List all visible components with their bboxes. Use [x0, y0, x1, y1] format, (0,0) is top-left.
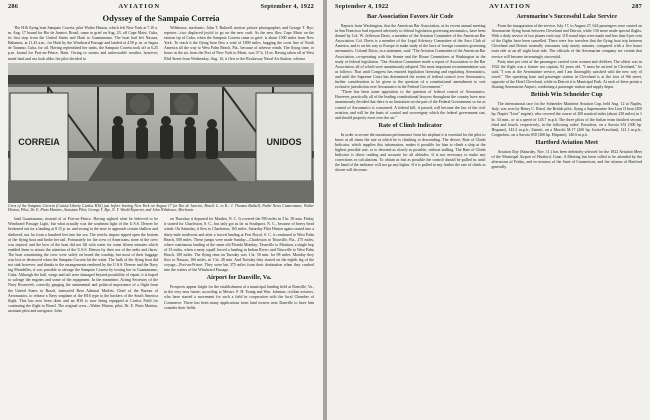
right-page-number: 287 — [631, 3, 642, 10]
article-title-schneider-cup: British Win Schneider Cup — [530, 91, 603, 99]
article-title-bar-association: Bar Association Favors Air Code — [367, 13, 454, 20]
odyssey-body-columns — [8, 216, 314, 313]
right-running-head — [335, 3, 642, 11]
article-title-aeromarine: Aeromarine's Successful Lake Service — [516, 13, 617, 20]
odyssey-body-col2: on Thursday it departed for Maiden, N. C. It covered the 590 miles in 5 hr. 50 min. Friday it started for Charleston, S. C., but only got as far as Southport, N. C., because of heavy head winds. On Saturday, it flew to Charleston, 165 miles. Saturday Pilot Hinton again caused into a thirty-mile northwest and after a forced landing at Port Royal, S. C. it continued to West Palm Beach, 500 miles. These jumps were made Sunday—Charleston to Titusville, Fla., 275 miles, where continuous landing of the same old Florida Monday; Titusville to Maitnon, a single hop of 33 miles, when a nasty squall forced a landing in Indian River; and Titusville to West Palm Beach, 100 miles. The flying time on Tuesday was 1 hr. 50 min. for 98 miles. Monday they flew to Nassau, 160 miles, in 1 hr. 28 min. And Tuesday they started on the eighth leg of the voyage—Port-au-Prince. They were but 375 miles from their destination when they crashed into the waters of the Windward Passage. — [164, 216, 314, 273]
odyssey-intro-columns — [8, 25, 314, 61]
odyssey-body-col1: land Guantanamo, instead of at Port-au-Prince. Having sighted what he believed to be Windward Passage Light, but what actually was the southeast light of the U.S.S. Denver he beckoned out for a landing at 8.15 p. m. and swung to the nose to approach certain shallow and sheltered, not far from a hundred feet into the sea. The terrific impact ripped open the bottom of the flying boat and broke her tail. Fortunately for the crew of Americans, none of the crew was injured, and the bow of the boat did not fill with water for some fifteen minutes which enabled them to attract the attention of the U.S.S. Denver by their use of the radio and flares. The boat constituting the crew were safely on board the warship, but most of their baggage was lost or destroyed when the Sampaio Correia hit the water. The hulk of the flying boat did not sink however, and thanks to the arrangements rendered by the U.S.S. Denver and the Navy tug Mondelles, it was possible to salvage the Sampaio Correia by towing her to Guantanamo, Cuba. Although the hull, wings and tail were damaged beyond possibility of repair, it is hoped to salvage the engines and some of the equipment. In the meantime, Acting Secretary of the Navy Roosevelt, correctly gauging the sentimental and political importance of a flight from the United States to Brazil, instructed Rear Admiral Moffett, Chief of the Bureau of Aeronautics, to release a Navy seaplane of the H16 type to the backers of the South America flight. This has now been done and an H16 is now being equipped at Curtiss Field for continuing the flight to Brazil. The original crew—Walter Hinton, pilot; Dr. E. Pinto Martins, assistant pilot and navigator; John — [8, 216, 158, 313]
tail-text-right: UNIDOS — [266, 136, 302, 147]
left-running-head — [8, 3, 314, 11]
bar-association-text-b: "There has been some opposition to the question of federal control of Aeronautics. However, practically all of the leading constitutional lawyers throughout the country have now unanimously decided that there is no limitation on the part of the Federal Government so far as control of Aeronautics is concerned. A federal bill, if passed, will become the law of the civil aviation, and will be the basis of control and sovereignty which the federal government can, and should properly exert over the air." — [335, 89, 486, 120]
aeromarine-text-b: Forty nine per cent of the passengers carried were women and children. The oldest was in 1922 the flight was a former sea captain, 92 years old. "I must be arrived in Cleveland," he said, "I was at the Aeromarine service, and I am thoroughly satisfied with the new way of travel." The operating base and passenger station in Cleveland is at the foot of 9th street, opposite of the Hotel Cleveland, while in Detroit it is Municipal Park. At each of these points a floating Aeromarine Airport, combining a passenger station and supply depot. — [491, 58, 642, 90]
article-title-danville: Airport for Danville, Va. — [206, 274, 272, 282]
right-page-columns — [335, 11, 642, 173]
article-title-hartford: Hartford Aviation Meet — [535, 138, 598, 146]
odyssey-intro-col1: The H16 flying boat Sampaio Correia, pilot Walter Hinton, which left New York at 7.10 a. m. Aug. 17 bound for Rio de Janeiro, Brazil, came to grief on Aug. 23, off Cape Maisi, Cuba, its first stop from the United States and Haiti to Guantanamo. The boat had left Nassau, Bahamas, at 11.43 a.m., for Haiti by the Windward Passage and landed at 4.50 p. m. at Sagua de Tanamo, Cuba, for oil. Having replenished her tanks, the Sampaio Correia took off at 6.25 p.m. bound for Port-au-Prince, Haiti. Owing to storms and unfavorable weather, however, made land and sea look alike, the pilot decided to — [8, 25, 158, 61]
right-page — [327, 0, 650, 420]
left-page-date: September 4, 1922 — [260, 3, 314, 10]
crew-photo — [8, 63, 314, 203]
right-page-date: September 4, 1922 — [335, 3, 389, 10]
tail-text-left: CORREIA — [18, 136, 60, 147]
right-magazine-title: AVIATION — [489, 3, 532, 10]
danville-text: Prospects appear bright for the establishment of a municipal landing field at Danville, Va., in the very near future, according to Messrs. F. H. Young and Wm. Johnson, civilian aviators, who have started a movement for such a field in cooperation with the local Chamber of Commerce. There has been many applications from land owners near Danville to have him consider their fields. — [164, 284, 314, 310]
bar-association-text-a: Reports from Washington, that the American Bar Association, at its recent annual meeting in San Francisco had reported adversely to federal legislation governing aeronautics, have been denied by Col. W. Jefferson Davis, a member of the Aviation Committee of the American Bar Association. Col. Davis is a member of the Legal Advisory Committee of the Aero Club of America, and is on his way to Europe to make study of the laws of foreign countries governing aeronautics. Colonel Davis, in a statement, said: "The Aviation Committee of the American Bar Association, co-operating with the Senate and the House Committees at Washington in the study of federal legislation. "Our Aviation Committee made a report of Association to the Bar Association, all of which were unanimously adopted. The most important recommendation was as follows: That until Congress has enacted legislation licensing and regulating Aeronautics, and until the Supreme Court has determined the extent of federal control over Aeronautics, further consideration to be given to the question of a constitutional amendment to vest exclusive jurisdiction over Aeronautics in the Federal Government." — [335, 23, 486, 90]
left-page-number: 286 — [8, 3, 19, 10]
left-magazine-title: AVIATION — [118, 3, 161, 10]
article-title-odyssey: Odyssey of the Sampaio Correia — [102, 13, 220, 23]
photo-caption: Crew of the Sampaio Correia (Curtiss-Liberty Curtiss H16) just before leaving New York on August 17 for Rio de Janeiro, Brazil. L. to R.: J. Thomas Baltzell, Pathé News Cameraman; Walter Hinton, Pilot; Dr. E. Pinto Martins, Assistant Pilot; George T. Bye, N. Y. World Reporter, and John Wilshouse, Mechanic — [8, 203, 314, 213]
hartford-text: Aviation Day (Saturday, Nov. 11.) has been definitely selected for the 1922 Aviation Meet of the Municipal Airport of Hartford, Conn. A Meeting has been called to be attended by the afternoons of Friday, and ex-aviators of the State of Connecticut, and the citizens of Hartford generally. — [491, 148, 642, 170]
flying-boat-photo — [8, 63, 314, 203]
aeromarine-text-a: From the inauguration of the service, July 17, to August 27, 624 passengers were carried on Aeromarine flying boats between Cleveland and Detroit, while 150 more made special flights. With a daily service of two planes each way 118 round trips were made and less than 6 per cent of the flights have been cancelled. There were few travelers that the flying boat trip between Cleveland and Detroit normally consumes only ninety minutes, compared with a five hours train ride or an all night boat ride. The officials of the Aeromarine company are certain that service will become increasingly successful. — [491, 23, 642, 59]
left-page — [0, 0, 323, 420]
article-title-climb-indicator: Rate of Climb Indicator — [378, 121, 442, 129]
odyssey-intro-col2: Wilshouse, mechanic; John T. Baltzell, motion picture photographer; and George T. Bye, reporter—two displaced joyful to go on the new craft. As the new flier, Cape Maisi on the eastern tip of Cuba, when the Sampaio Correia came to grief, is about 1500 miles from New York. To reach it the flying boat flew a total of 1800 miles, hugging the coast line of North America all the way to West Palm Beach, Fla., because of adverse winds. The flying time, or hours in the air, from the Port of New York to Maisi, was 37 h. 14 m. Having taken off at West 83rd Street from Wednesday, Aug. 16, it flew to the Rockaway Naval Air Station, whence — [164, 25, 314, 61]
schneider-cup-text: The international race for the Schneider Maritime Aviation Cup, held Aug. 12 at Naples, Italy, was won by Henry C. Biard, the British pilot, flying a Supermarine Sea Lion II boat (450 hp. Napier "Lion" engine), who covered the course of 200 nautical miles (about 230 miles) in 1 hr. 34 min., or at a speed of 145.7 m.p.h. The three pilots of the Italian team finished second, third and fourth, respectively, in the following order: Passaleva, on a Savoia S51 (300 hp. Hispano), 143.2 m.p.h.; Zanetti, on a Macchi M.17 (260 hp. Isotta-Fraschini), 141.1 m.p.h.; Corgnolino, on a Savoia S50 (300 hp. Hispano), 140.6 m.p.h. — [491, 101, 642, 137]
climb-indicator-text: In order to secure the maximum performance from his airplane it is essential for the pilot to know at all times the rate at which he is climbing or descending. The device, Rate of Climb Indicator, which supplies this information, makes it possible for him to climb a ship at the highest possible rate, or to descend as slowly as possible, without stalling. The Rate of Climb Indicator is direct reading and accurate for all altitudes. It is not necessary to make any corrections or calculations. To obtain as fast as possible the control should be pulled in, until the hand of the indicator will not go any higher. If it is pulled in any further the rate of climb as shown will decrease. — [335, 131, 486, 173]
